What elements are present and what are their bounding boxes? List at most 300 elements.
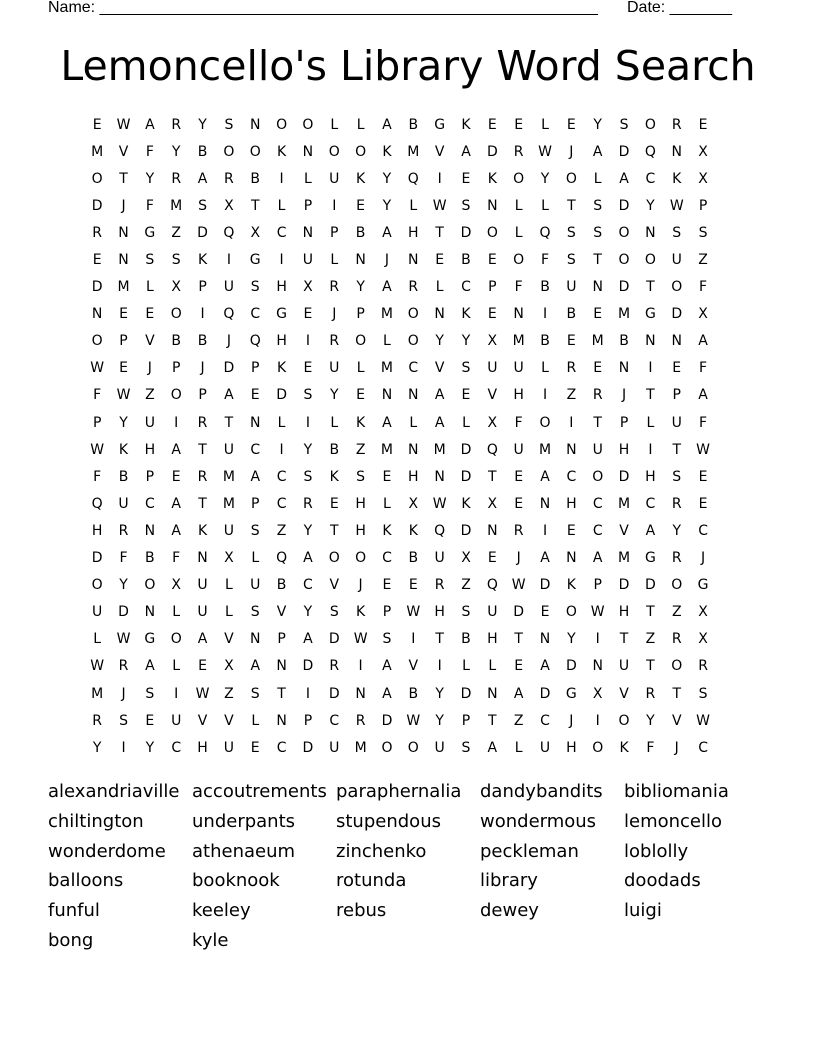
grid-letter: T [250, 197, 260, 214]
grid-letter: U [197, 604, 208, 621]
grid-letter: F [699, 360, 708, 377]
grid-letter: D [618, 279, 630, 296]
grid-letter: E [540, 604, 550, 621]
grid-letter: J [226, 333, 231, 350]
grid-letter: D [328, 631, 340, 648]
grid-letter: D [381, 712, 393, 729]
grid-letter: O [355, 143, 367, 160]
grid-row [84, 355, 734, 382]
word-list-item: accoutrements [192, 781, 327, 802]
grid-letter: B [540, 279, 550, 296]
grid-letter: K [619, 739, 629, 756]
grid-letter: T [646, 387, 655, 404]
grid-letter: E [593, 306, 603, 323]
grid-letter: U [513, 441, 524, 458]
grid-row [84, 328, 734, 355]
grid-letter: E [119, 360, 128, 377]
grid-letter: R [329, 333, 340, 350]
grid-letter: E [514, 116, 524, 133]
grid-letter: R [118, 658, 129, 675]
grid-letter: E [514, 495, 524, 512]
grid-letter: R [513, 522, 524, 539]
grid-letter: O [91, 577, 103, 594]
grid-letter: K [672, 170, 682, 187]
grid-letter: E [514, 468, 524, 485]
grid-letter: J [332, 306, 337, 323]
grid-letter: Q [249, 333, 261, 350]
grid-letter: A [619, 170, 629, 187]
grid-letter: X [487, 333, 498, 350]
grid-letter: K [461, 116, 471, 133]
grid-letter: F [93, 468, 102, 485]
grid-letter: P [330, 224, 339, 241]
grid-letter: Z [145, 387, 155, 404]
grid-letter: A [434, 414, 445, 431]
grid-letter: L [172, 658, 181, 675]
grid-letter: W [195, 685, 210, 702]
grid-letter: N [355, 685, 366, 702]
grid-letter: R [671, 631, 682, 648]
grid-letter: L [383, 495, 391, 512]
grid-letter: N [645, 224, 656, 241]
grid-letter: F [93, 387, 102, 404]
grid-letter: P [198, 387, 207, 404]
grid-letter: Y [567, 631, 576, 648]
grid-letter: L [514, 224, 523, 241]
grid-row [84, 111, 734, 138]
grid-letter: N [645, 333, 656, 350]
grid-letter: M [618, 550, 631, 567]
grid-letter: E [303, 360, 313, 377]
grid-row [84, 517, 734, 544]
grid-letter: L [435, 279, 444, 296]
grid-letter: L [593, 170, 602, 187]
grid-letter: D [91, 197, 103, 214]
grid-letter: E [329, 495, 339, 512]
grid-letter: Z [698, 252, 708, 269]
grid-letter: U [434, 550, 445, 567]
grid-letter: S [461, 197, 471, 214]
grid-letter: N [249, 116, 261, 133]
grid-letter: S [593, 197, 603, 214]
grid-letter: I [305, 333, 310, 350]
grid-letter: O [513, 252, 525, 269]
grid-letter: Y [646, 197, 655, 214]
word-list-item: kyle [192, 929, 229, 951]
grid-letter: A [197, 170, 208, 187]
grid-letter: A [145, 658, 155, 675]
grid-letter: N [487, 197, 498, 214]
grid-letter: O [644, 116, 656, 133]
grid-letter: E [487, 550, 497, 567]
grid-letter: U [434, 739, 445, 756]
grid-letter: V [487, 387, 498, 404]
grid-letter: P [145, 468, 155, 485]
grid-letter: Q [91, 495, 103, 512]
grid-letter: I [200, 306, 205, 323]
grid-letter: T [488, 712, 497, 729]
grid-letter: N [618, 360, 630, 377]
grid-letter: I [305, 414, 310, 431]
grid-letter: D [197, 224, 208, 241]
grid-letter: L [383, 333, 391, 350]
grid-letter: L [145, 279, 154, 296]
grid-letter: C [276, 468, 287, 485]
grid-letter: W [432, 495, 447, 512]
grid-letter: I [437, 170, 442, 187]
grid-letter: C [171, 739, 182, 756]
grid-letter: A [461, 143, 471, 160]
grid-letter: R [171, 170, 182, 187]
grid-letter: N [276, 658, 287, 675]
grid-letter: S [250, 279, 260, 296]
grid-letter: E [119, 306, 128, 323]
word-list-item: funful [48, 900, 100, 922]
grid-letter: N [118, 224, 129, 241]
grid-letter: Z [671, 604, 682, 621]
grid-letter: S [303, 387, 313, 404]
grid-letter: X [592, 685, 603, 702]
grid-letter: Q [276, 550, 288, 567]
grid-row [84, 599, 734, 626]
grid-letter: W [116, 387, 131, 404]
grid-letter: O [91, 333, 103, 350]
grid-letter: H [408, 224, 419, 241]
grid-letter: R [698, 658, 708, 675]
grid-letter: N [249, 631, 261, 648]
grid-letter: W [116, 116, 131, 133]
grid-letter: V [224, 712, 234, 729]
grid-letter: U [171, 712, 182, 729]
grid-letter: B [566, 306, 577, 323]
grid-row [84, 436, 734, 463]
grid-letter: P [277, 631, 286, 648]
grid-letter: Y [303, 522, 313, 539]
grid-row [84, 463, 734, 490]
grid-letter: N [249, 414, 261, 431]
grid-letter: F [514, 414, 523, 431]
grid-letter: H [276, 279, 287, 296]
grid-letter: K [197, 252, 208, 269]
grid-letter: G [644, 306, 656, 323]
grid-letter: O [671, 279, 683, 296]
grid-letter: O [276, 116, 288, 133]
grid-letter: J [701, 550, 706, 567]
grid-letter: A [145, 116, 155, 133]
grid-letter: I [279, 170, 284, 187]
grid-letter: V [434, 360, 445, 377]
grid-letter: C [250, 441, 261, 458]
grid-letter: L [541, 197, 549, 214]
grid-letter: S [329, 604, 339, 621]
grid-letter: H [91, 522, 103, 539]
grid-letter: N [408, 441, 419, 458]
grid-row [84, 165, 734, 192]
grid-letter: N [539, 495, 551, 512]
grid-letter: I [121, 739, 126, 756]
grid-letter: J [569, 143, 574, 160]
grid-letter: F [119, 550, 128, 567]
grid-letter: O [407, 333, 419, 350]
grid-letter: H [566, 495, 577, 512]
grid-letter: D [223, 360, 235, 377]
grid-letter: S [250, 604, 260, 621]
grid-letter: O [671, 658, 683, 675]
grid-letter: R [671, 495, 682, 512]
grid-letter: N [276, 712, 287, 729]
grid-letter: C [698, 522, 708, 539]
grid-letter: T [329, 522, 339, 539]
grid-letter: C [540, 712, 550, 729]
word-list-item: luigi [624, 900, 662, 922]
grid-letter: A [171, 441, 181, 458]
grid-letter: M [380, 306, 393, 323]
grid-letter: D [671, 306, 683, 323]
grid-letter: C [645, 495, 656, 512]
grid-letter: F [699, 414, 708, 431]
grid-letter: O [644, 252, 656, 269]
grid-letter: D [645, 577, 656, 594]
grid-letter: X [224, 658, 234, 675]
grid-letter: S [698, 224, 708, 241]
grid-letter: O [170, 387, 182, 404]
grid-letter: O [91, 170, 103, 187]
grid-letter: B [145, 550, 155, 567]
grid-letter: W [406, 604, 421, 621]
grid-letter: L [224, 577, 233, 594]
grid-letter: R [566, 360, 577, 377]
grid-letter: T [277, 685, 286, 702]
grid-letter: P [619, 414, 629, 431]
grid-letter: Y [329, 387, 339, 404]
grid-letter: H [566, 739, 577, 756]
grid-letter: P [92, 414, 102, 431]
grid-letter: N [144, 522, 156, 539]
grid-letter: L [462, 658, 470, 675]
grid-letter: B [408, 550, 419, 567]
grid-letter: O [513, 170, 525, 187]
grid-letter: X [171, 279, 181, 296]
grid-letter: L [356, 116, 365, 133]
grid-letter: I [595, 712, 600, 729]
grid-letter: N [118, 252, 129, 269]
grid-letter: G [644, 550, 656, 567]
grid-letter: H [355, 522, 366, 539]
grid-letter: T [514, 631, 523, 648]
grid-letter: N [487, 685, 498, 702]
grid-letter: X [171, 577, 181, 594]
grid-letter: W [696, 712, 710, 729]
grid-letter: O [618, 224, 630, 241]
grid-row [84, 409, 734, 436]
grid-letter: W [90, 441, 105, 458]
grid-letter: E [198, 658, 207, 675]
grid-letter: R [434, 577, 445, 594]
word-list-item: rotunda [336, 870, 407, 892]
grid-letter: O [302, 116, 314, 133]
grid-letter: K [118, 441, 129, 458]
grid-letter: B [540, 333, 550, 350]
grid-letter: N [434, 468, 445, 485]
grid-letter: Q [486, 441, 498, 458]
grid-letter: S [566, 252, 576, 269]
grid-row [84, 545, 734, 572]
grid-letter: N [381, 387, 393, 404]
grid-letter: Y [171, 143, 181, 160]
grid-letter: C [382, 550, 392, 567]
grid-letter: L [224, 604, 233, 621]
grid-letter: I [648, 441, 653, 458]
grid-letter: Z [276, 522, 287, 539]
grid-letter: D [618, 577, 630, 594]
grid-letter: O [618, 252, 630, 269]
grid-letter: R [329, 658, 340, 675]
grid-letter: S [672, 224, 682, 241]
word-list-item: peckleman [480, 840, 579, 862]
grid-letter: D [118, 604, 129, 621]
grid-letter: B [197, 333, 208, 350]
grid-letter: P [461, 712, 471, 729]
grid-letter: N [592, 279, 603, 296]
grid-letter: S [461, 360, 471, 377]
grid-letter: U [487, 360, 498, 377]
grid-letter: A [224, 387, 234, 404]
grid-letter: T [619, 631, 629, 648]
grid-letter: S [356, 468, 366, 485]
grid-letter: D [91, 279, 103, 296]
grid-letter: U [329, 360, 340, 377]
grid-letter: S [171, 252, 181, 269]
grid-letter: J [621, 387, 627, 404]
grid-letter: B [276, 577, 287, 594]
grid-letter: S [145, 252, 155, 269]
grid-letter: S [382, 631, 392, 648]
grid-letter: M [380, 441, 393, 458]
grid-letter: D [486, 143, 498, 160]
grid-letter: U [592, 441, 603, 458]
grid-letter: O [592, 739, 604, 756]
grid-letter: O [407, 306, 419, 323]
grid-letter: O [328, 143, 340, 160]
grid-letter: K [461, 495, 471, 512]
grid-letter: X [250, 224, 261, 241]
grid-letter: O [249, 143, 261, 160]
grid-letter: O [328, 550, 340, 567]
grid-letter: D [539, 577, 551, 594]
grid-letter: Z [645, 631, 656, 648]
grid-letter: P [303, 712, 313, 729]
grid-letter: B [355, 224, 366, 241]
grid-letter: Y [382, 170, 392, 187]
grid-letter: N [671, 333, 682, 350]
grid-letter: N [408, 252, 419, 269]
grid-letter: X [698, 143, 708, 160]
grid-letter: Y [646, 712, 655, 729]
grid-letter: Z [513, 712, 524, 729]
grid-letter: I [174, 414, 179, 431]
grid-letter: E [435, 252, 445, 269]
grid-letter: H [197, 739, 208, 756]
grid-letter: H [645, 468, 656, 485]
grid-letter: E [461, 387, 471, 404]
grid-letter: E [92, 116, 102, 133]
grid-letter: V [619, 522, 629, 539]
word-list-item: underpants [192, 810, 296, 832]
grid-letter: C [592, 495, 603, 512]
grid-letter: I [437, 658, 442, 675]
grid-letter: U [92, 604, 103, 621]
grid-letter: P [251, 495, 260, 512]
grid-letter: S [672, 468, 682, 485]
grid-letter: R [92, 712, 103, 729]
grid-letter: D [460, 468, 472, 485]
grid-letter: I [648, 360, 653, 377]
grid-letter: E [566, 116, 576, 133]
grid-letter: I [174, 685, 179, 702]
grid-letter: M [618, 495, 631, 512]
grid-letter: O [618, 712, 630, 729]
grid-letter: U [671, 252, 682, 269]
grid-letter: T [119, 170, 128, 187]
grid-letter: N [487, 522, 498, 539]
word-list-item: dandybandits [480, 781, 603, 802]
grid-letter: O [223, 143, 235, 160]
grid-letter: X [224, 550, 234, 567]
grid-letter: J [516, 550, 521, 567]
date-field-label: Date: _______ [627, 0, 732, 16]
grid-letter: L [304, 170, 312, 187]
grid-letter: X [224, 197, 234, 214]
grid-letter: H [408, 468, 419, 485]
grid-letter: S [145, 685, 155, 702]
grid-letter: A [303, 631, 313, 648]
grid-letter: Y [435, 333, 444, 350]
grid-letter: Y [593, 116, 602, 133]
grid-letter: A [513, 685, 524, 702]
grid-letter: C [144, 495, 155, 512]
grid-row [84, 274, 734, 301]
grid-letter: K [356, 170, 366, 187]
grid-letter: A [698, 333, 708, 350]
grid-letter: I [542, 306, 548, 323]
grid-letter: E [487, 252, 497, 269]
grid-letter: U [223, 739, 235, 756]
grid-letter: S [461, 604, 471, 621]
grid-letter: A [698, 387, 708, 404]
grid-letter: P [488, 279, 497, 296]
grid-letter: M [407, 143, 420, 160]
grid-letter: O [671, 577, 683, 594]
grid-letter: O [592, 468, 604, 485]
grid-letter: A [540, 658, 550, 675]
grid-letter: M [433, 441, 446, 458]
grid-letter: P [698, 197, 708, 214]
grid-letter: G [144, 224, 156, 241]
grid-letter: R [513, 143, 524, 160]
grid-letter: X [408, 495, 419, 512]
grid-letter: W [511, 577, 526, 594]
grid-letter: K [276, 360, 287, 377]
grid-letter: N [302, 143, 314, 160]
grid-letter: E [593, 360, 603, 377]
grid-letter: P [356, 306, 365, 323]
grid-letter: A [382, 224, 392, 241]
grid-letter: J [358, 577, 363, 594]
grid-letter: M [380, 360, 393, 377]
grid-letter: R [92, 224, 103, 241]
grid-letter: E [171, 468, 181, 485]
grid-letter: N [566, 550, 577, 567]
